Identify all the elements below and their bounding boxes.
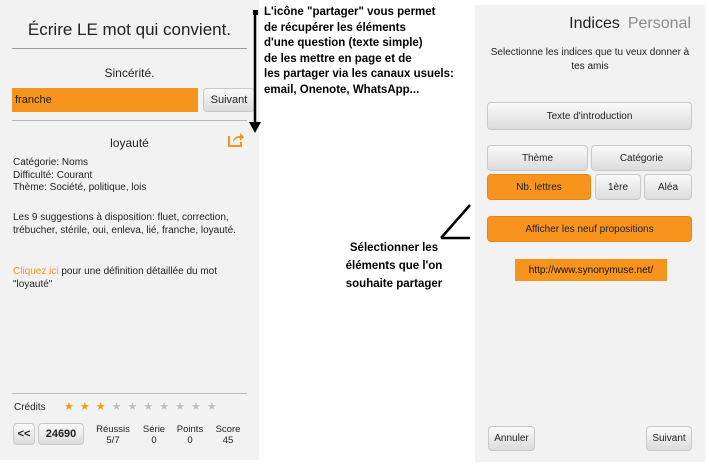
answer-input[interactable] <box>12 88 198 112</box>
stat-value: 45 <box>222 435 234 446</box>
random-letter-button[interactable]: Aléa <box>644 174 692 200</box>
category-button[interactable]: Catégorie <box>591 145 692 171</box>
star-icon: ★ <box>95 401 106 413</box>
first-letter-button[interactable]: 1ère <box>595 174 641 200</box>
divider <box>12 120 247 121</box>
annotation-line: éléments que l'on <box>345 260 443 272</box>
star-icon: ★ <box>111 401 122 413</box>
next-button[interactable]: Suivant <box>203 88 255 112</box>
stat-points <box>170 424 210 446</box>
share-panel <box>475 5 705 462</box>
cancel-button[interactable]: Annuler <box>488 426 535 451</box>
theme-button[interactable]: Thème <box>487 145 588 171</box>
website-url[interactable]: http://www.synonymuse.net/ <box>515 259 667 281</box>
intro-text-button[interactable]: Texte d'introduction <box>487 102 692 130</box>
star-icon: ★ <box>191 401 201 413</box>
star-icon: ★ <box>79 401 90 413</box>
category-line: Catégorie: Noms <box>13 157 89 168</box>
annotation-line: de les mettre en page et de <box>264 52 412 65</box>
suggestions-text: Les 9 suggestions à disposition: fluet, correction, trébucher, stérile, oui, enleva, lié, franche, loyauté. <box>13 212 236 236</box>
annotation-line: email, Onenote, WhatsApp... <box>264 83 420 96</box>
stat-score <box>208 424 248 446</box>
stat-label: Réussis <box>96 424 130 435</box>
star-icon: ★ <box>64 401 74 413</box>
correct-answer: loyauté <box>110 136 149 150</box>
credits-stars <box>64 400 217 413</box>
show-suggestions-button[interactable]: Afficher les neuf propositions <box>487 216 692 242</box>
annotation-line: les partager via les canaux usuels: <box>264 68 454 80</box>
select-annotation <box>333 239 455 293</box>
definition-paragraph <box>13 266 253 291</box>
theme-line: Thème: Société, politique, lois <box>13 182 147 193</box>
panel-subtitle: Selectionne les indices que tu veux donner à tes amis <box>490 47 690 72</box>
tab-bar <box>569 15 691 33</box>
letter-count-button[interactable]: Nb. lettres <box>487 174 591 200</box>
stat-value: 0 <box>151 435 157 446</box>
stat-label: Points <box>176 424 204 435</box>
share-annotation <box>264 5 479 98</box>
quiz-panel <box>0 0 259 460</box>
annotation-line: de récupérer les éléments <box>264 21 406 34</box>
star-icon: ★ <box>143 401 154 413</box>
tab-personal[interactable]: Personal <box>627 15 691 32</box>
annotation-line: souhaite partager <box>345 278 443 290</box>
star-icon: ★ <box>206 401 217 413</box>
annotation-line: d'une question (texte simple) <box>264 37 423 49</box>
next-button[interactable]: Suivant <box>646 426 692 451</box>
tab-indices[interactable]: Indices <box>569 15 620 32</box>
divider <box>12 393 247 394</box>
stat-label: Série <box>142 424 166 435</box>
stat-value: 5/7 <box>106 435 120 446</box>
stat-label: Score <box>215 424 241 435</box>
question-word: Sincérité. <box>104 66 155 80</box>
share-icon[interactable] <box>227 131 245 148</box>
star-icon: ★ <box>159 401 170 413</box>
definition-link[interactable]: Cliquez ici <box>13 266 59 277</box>
page-title: Écrire LE mot qui convient. <box>27 20 232 39</box>
question-details <box>13 157 146 195</box>
credits-label: Crédits <box>14 402 46 413</box>
stat-success <box>93 424 133 446</box>
annotation-line: L'icône "partager" vous permet <box>264 6 436 18</box>
star-icon: ★ <box>127 401 138 413</box>
total-button[interactable]: 24690 <box>38 423 84 445</box>
annotation-line: Sélectionner les <box>349 242 439 254</box>
back-button[interactable]: << <box>13 423 35 445</box>
difficulty-line: Difficulté: Courant <box>13 169 93 181</box>
divider <box>12 48 247 49</box>
arrow-line <box>441 205 470 238</box>
stat-value: 0 <box>187 435 193 446</box>
star-icon: ★ <box>175 401 185 413</box>
definition-text: pour une définition détaillée du mot "loyauté" <box>13 266 218 290</box>
stat-streak <box>134 424 174 446</box>
